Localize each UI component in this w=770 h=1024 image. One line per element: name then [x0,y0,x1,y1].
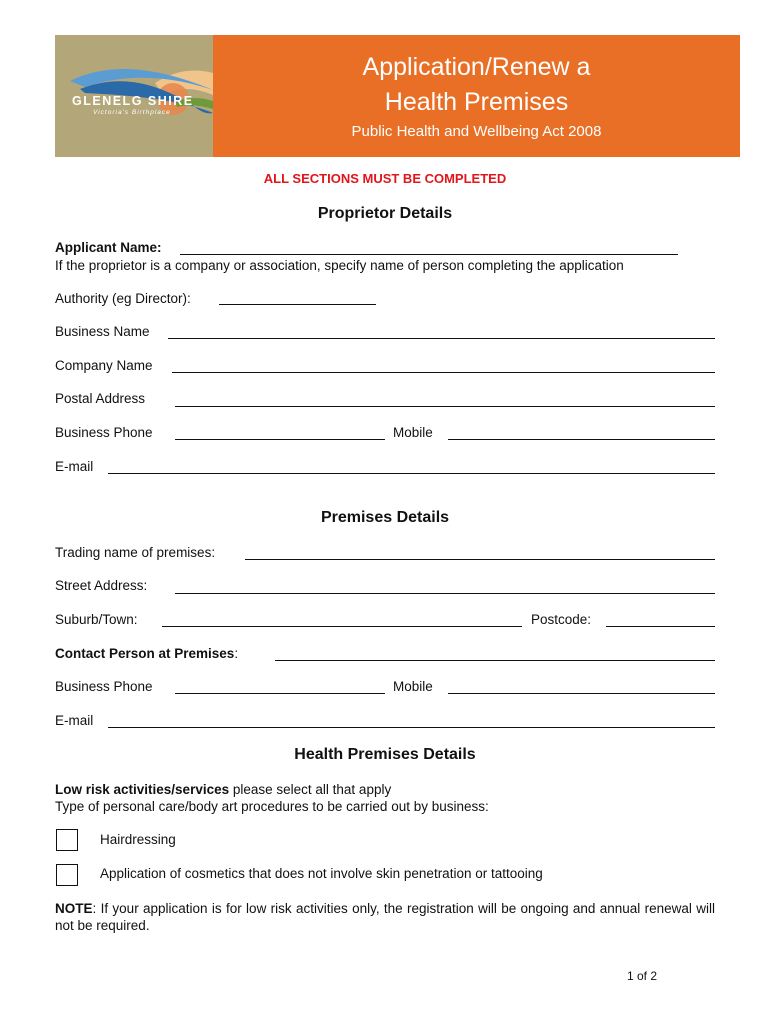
premises-heading: Premises Details [320,509,450,526]
authority-field[interactable] [219,304,376,305]
contact-person-label [55,646,238,661]
contact-colon: : [234,646,239,661]
warning-text: ALL SECTIONS MUST BE COMPLETED [263,171,507,186]
low-risk-rest: please select all that apply [229,782,392,797]
contact-person-label-bold: Contact Person at Premises [55,646,235,661]
premises-email-label: E-mail [55,713,94,728]
business-name-field[interactable] [168,338,715,339]
business-phone-field[interactable] [175,439,385,440]
note-paragraph [55,900,715,934]
trading-name-label: Trading name of premises: [55,545,216,560]
applicant-name-field[interactable] [180,254,678,255]
premises-mobile-field[interactable] [448,693,715,694]
cosmetics-label: Application of cosmetics that does not involve skin penetration or tattooing [100,866,543,881]
mobile-label: Mobile [393,425,433,440]
suburb-label: Suburb/Town: [55,612,138,627]
note-text: : If your application is for low risk activities only, the registration will be ongoing and annual renewal will not be required. [55,901,715,933]
street-address-label: Street Address: [55,578,148,593]
company-name-field[interactable] [172,372,715,373]
logo-name: GLENELG SHIRE [72,94,194,108]
premises-phone-field[interactable] [175,693,385,694]
title-banner [213,35,740,157]
note-label: NOTE [55,901,93,916]
premises-phone-label: Business Phone [55,679,153,694]
applicant-note: If the proprietor is a company or association, specify name of person completing the application [55,258,624,273]
glenelg-shire-logo [55,35,213,157]
header [55,35,740,157]
postcode-field[interactable] [606,626,715,627]
low-risk-text [55,782,391,797]
trading-name-field[interactable] [245,559,715,560]
contact-person-field[interactable] [275,660,715,661]
suburb-field[interactable] [162,626,522,627]
mobile-field[interactable] [448,439,715,440]
premises-mobile-label: Mobile [393,679,433,694]
business-phone-label: Business Phone [55,425,153,440]
authority-label: Authority (eg Director): [55,291,191,306]
title-line-1: Application/Renew a [362,53,591,81]
subtitle: Public Health and Wellbeing Act 2008 [351,123,602,140]
low-risk-bold: Low risk activities/services [55,782,230,797]
premises-email-field[interactable] [108,727,715,728]
company-name-label: Company Name [55,358,153,373]
email-field[interactable] [108,473,715,474]
business-name-label: Business Name [55,324,150,339]
email-label: E-mail [55,459,94,474]
cosmetics-checkbox[interactable] [56,864,78,886]
postal-address-field[interactable] [175,406,715,407]
postal-address-label: Postal Address [55,391,146,406]
logo-tagline: Victoria's Birthplace [93,109,171,116]
hairdressing-checkbox[interactable] [56,829,78,851]
procedure-type-text: Type of personal care/body art procedures to be carried out by business: [55,799,489,814]
proprietor-heading: Proprietor Details [317,205,453,222]
applicant-name-label: Applicant Name: [55,240,162,255]
postcode-label: Postcode: [531,612,592,627]
street-address-field[interactable] [175,593,715,594]
health-heading: Health Premises Details [294,746,476,763]
hairdressing-label: Hairdressing [100,832,176,847]
title-line-2: Health Premises [384,88,569,116]
page-number: 1 of 2 [627,969,658,983]
